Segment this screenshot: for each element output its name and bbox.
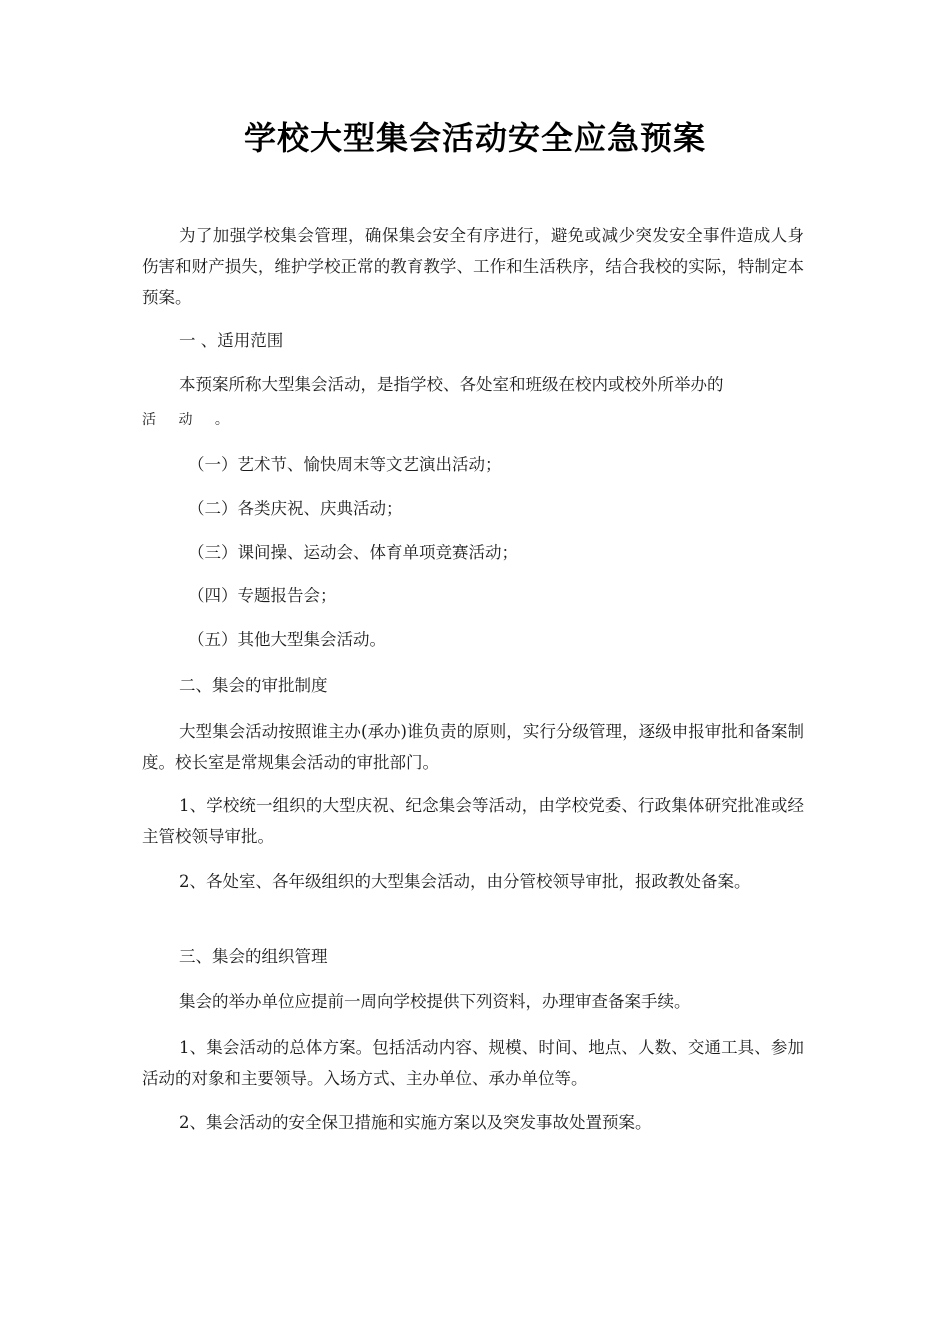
section3-item-1: 1、集会活动的总体方案。包括活动内容、规模、时间、地点、人数、交通工具、参加活动的对象和主要领导。入场方式、主办单位、承办单位等。 [142,1038,804,1088]
section1-item-1: （一）艺术节、愉快周末等文艺演出活动； [188,455,502,474]
section1-body-line1: 本预案所称大型集会活动，是指学校、各处室和班级在校内或校外所举办的 [179,375,724,394]
section2-item-2: 2、各处室、各年级组织的大型集会活动，由分管校领导审批，报政教处备案。 [179,872,751,891]
section1-item-2: （二）各类庆祝、庆典活动； [188,499,403,518]
section1-heading: 一 、适用范围 [179,331,284,350]
section1-item-5: （五）其他大型集会活动。 [188,630,386,649]
section1-body-line2: 活 动 。 [142,412,238,428]
section2-body: 大型集会活动按照谁主办(承办)谁负责的原则，实行分级管理，逐级申报审批和备案制度。校长室是常规集会活动的审批部门。 [142,722,804,772]
intro-paragraph: 为了加强学校集会管理，确保集会安全有序进行，避免或减少突发安全事件造成人身伤害和财产损失，维护学校正常的教育教学、工作和生活秩序，结合我校的实际，特制定本预案。 [142,226,804,307]
section3-heading: 三、集会的组织管理 [179,947,328,966]
section2-item-1: 1、学校统一组织的大型庆祝、纪念集会等活动，由学校党委、行政集体研究批准或经主管校领导审批。 [142,796,804,846]
section1-item-4: （四）专题报告会； [188,586,337,605]
document-title: 学校大型集会活动安全应急预案 [243,119,706,157]
section1-item-3: （三）课间操、运动会、体育单项竞赛活动； [188,543,518,562]
section2-heading: 二、集会的审批制度 [179,676,328,695]
section3-item-2: 2、集会活动的安全保卫措施和实施方案以及突发事故处置预案。 [179,1113,652,1132]
section3-body: 集会的举办单位应提前一周向学校提供下列资料，办理审查备案手续。 [179,992,691,1011]
